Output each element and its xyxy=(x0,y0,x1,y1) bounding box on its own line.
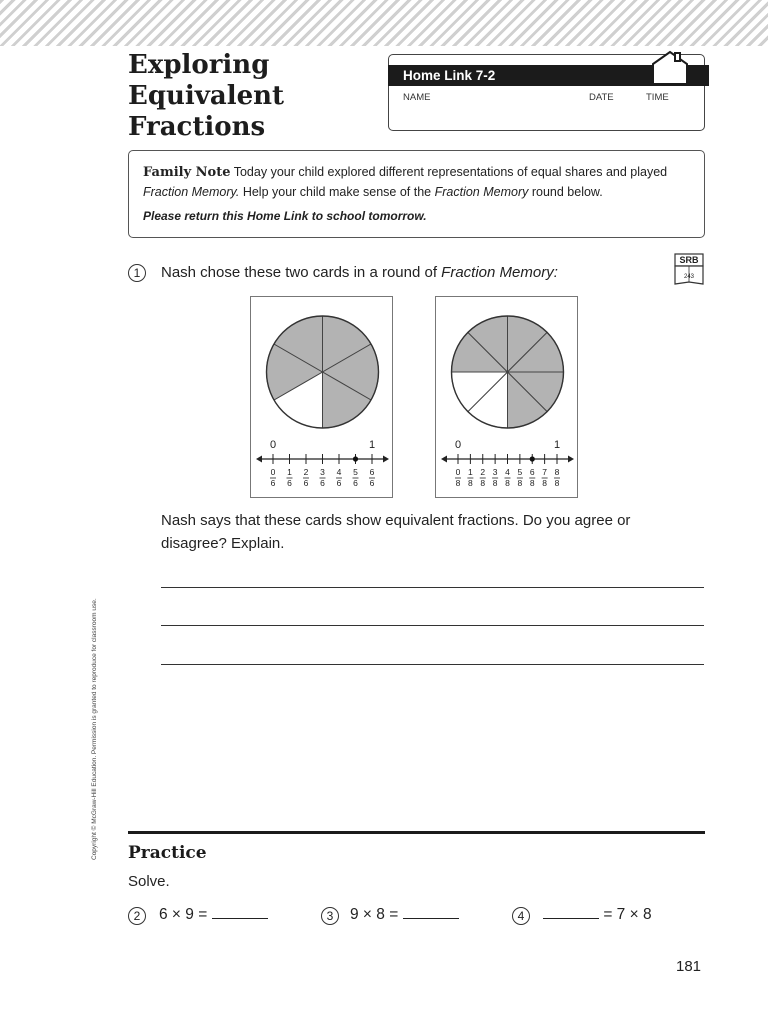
date-field-label: DATE xyxy=(589,92,614,103)
left-arrowhead xyxy=(441,456,447,463)
fraction-numerator: 7 xyxy=(542,467,547,477)
answer-blank[interactable] xyxy=(403,905,459,919)
fraction-denominator: 6 xyxy=(353,478,358,488)
followup-line: disagree? Explain. xyxy=(161,535,285,552)
practice-problem-2 xyxy=(159,903,268,926)
fraction-denominator: 8 xyxy=(554,478,560,488)
question-number: 1 xyxy=(128,264,146,282)
marked-point xyxy=(530,456,535,461)
fraction-numerator: 2 xyxy=(303,467,309,477)
fraction-card-eighths xyxy=(435,296,578,498)
fraction-denominator: 8 xyxy=(455,478,461,488)
copyright-notice: Copyright © McGraw-Hill Education. Permission is granted to reproduce for classroom use. xyxy=(91,598,98,860)
practice-problem-4 xyxy=(543,903,652,926)
page-number: 181 xyxy=(676,958,702,975)
return-note: Please return this Home Link to school tomorrow. xyxy=(143,209,427,223)
fraction-denominator: 6 xyxy=(369,478,375,488)
fraction-numerator: 6 xyxy=(369,467,375,477)
fraction-numerator: 0 xyxy=(270,467,276,477)
fraction-denominator: 6 xyxy=(303,478,309,488)
question-number: 4 xyxy=(512,907,530,925)
problem-expression: = 7 × 8 xyxy=(603,906,652,923)
question-number: 2 xyxy=(128,907,146,925)
family-note-label: Family Note xyxy=(143,165,231,180)
number-line-end-label: 1 xyxy=(368,439,376,451)
answer-line[interactable] xyxy=(161,664,704,665)
srb-label: SRB xyxy=(679,255,699,265)
left-arrowhead xyxy=(256,456,262,463)
practice-heading: Practice xyxy=(128,843,207,863)
answer-blank[interactable] xyxy=(543,905,599,919)
fraction-numerator: 4 xyxy=(336,467,342,477)
practice-problem-3 xyxy=(350,903,459,926)
problem-expression: 9 × 8 = xyxy=(350,906,399,923)
fraction-denominator: 8 xyxy=(517,478,523,488)
fraction-numerator: 5 xyxy=(517,467,523,477)
family-note-text xyxy=(143,163,693,201)
fraction-denominator: 6 xyxy=(336,478,342,488)
fraction-denominator: 6 xyxy=(287,478,292,488)
title-line: Fractions xyxy=(128,112,266,142)
section-divider xyxy=(128,831,705,834)
followup-line: Nash says that these cards show equivalent fractions. Do you agree or xyxy=(161,512,631,529)
fraction-denominator: 8 xyxy=(468,478,473,488)
house-icon xyxy=(651,48,689,86)
family-note-sentence-1: Today your child explored different representations of equal shares and played xyxy=(233,165,668,179)
game-name: Fraction Memory: xyxy=(441,264,558,281)
number-line-start-label: 0 xyxy=(454,439,462,451)
fraction-numerator: 3 xyxy=(320,467,325,477)
question-1-text xyxy=(161,261,558,284)
fraction-numerator: 4 xyxy=(505,467,510,477)
fraction-denominator: 6 xyxy=(270,478,276,488)
fraction-denominator: 8 xyxy=(480,478,486,488)
question-1-prompt: Nash chose these two cards in a round of xyxy=(161,264,437,281)
answer-blank[interactable] xyxy=(212,905,268,919)
fraction-numerator: 1 xyxy=(287,467,292,477)
title-line: Equivalent xyxy=(128,81,285,111)
srb-book-icon xyxy=(674,253,704,286)
fraction-numerator: 0 xyxy=(455,467,461,477)
fraction-numerator: 1 xyxy=(468,467,473,477)
fraction-denominator: 8 xyxy=(529,478,535,488)
fraction-numerator: 8 xyxy=(554,467,560,477)
srb-page: 243 xyxy=(683,274,695,280)
right-arrowhead xyxy=(568,456,574,463)
fraction-denominator: 8 xyxy=(542,478,547,488)
decorative-stripe-band xyxy=(0,0,768,46)
card-drawing xyxy=(251,297,394,499)
fraction-denominator: 8 xyxy=(492,478,498,488)
fraction-numerator: 5 xyxy=(353,467,358,477)
fraction-denominator: 6 xyxy=(320,478,325,488)
time-field-label: TIME xyxy=(646,92,669,103)
question-number: 3 xyxy=(321,907,339,925)
problem-expression: 6 × 9 = xyxy=(159,906,208,923)
marked-point xyxy=(353,456,358,461)
question-1-followup xyxy=(161,509,705,555)
card-drawing xyxy=(436,297,579,499)
home-link-title: Home Link 7-2 xyxy=(403,68,496,83)
page-title xyxy=(128,50,368,143)
right-arrowhead xyxy=(383,456,389,463)
game-name: Fraction Memory xyxy=(434,184,529,199)
family-note-sentence-3: round below. xyxy=(531,184,603,199)
game-name: Fraction Memory. xyxy=(143,184,240,199)
fraction-numerator: 6 xyxy=(529,467,535,477)
name-field-label: NAME xyxy=(403,92,431,103)
fraction-numerator: 3 xyxy=(492,467,498,477)
number-line-start-label: 0 xyxy=(269,439,277,451)
fraction-card-sixths xyxy=(250,296,393,498)
answer-line[interactable] xyxy=(161,625,704,626)
practice-instruction: Solve. xyxy=(128,873,170,890)
answer-line[interactable] xyxy=(161,587,704,588)
title-line: Exploring xyxy=(128,50,270,80)
fraction-denominator: 8 xyxy=(505,478,510,488)
number-line-end-label: 1 xyxy=(553,439,561,451)
fraction-numerator: 2 xyxy=(480,467,486,477)
family-note-sentence-2: Help your child make sense of the xyxy=(242,184,432,199)
